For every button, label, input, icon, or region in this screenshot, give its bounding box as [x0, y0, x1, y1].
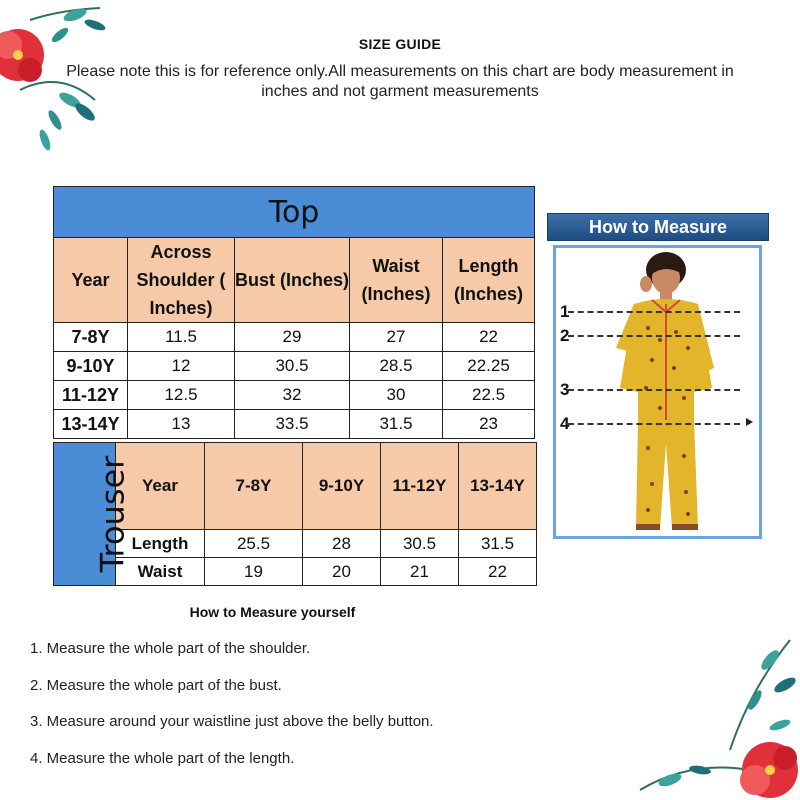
cell-waist: 28.5 — [350, 352, 443, 381]
cell-value: 25.5 — [205, 530, 303, 558]
header-waist: Waist (Inches) — [350, 238, 443, 323]
length-measure-line — [568, 423, 740, 425]
child-pajama-illustration — [556, 248, 759, 536]
trouser-header-year: Year — [116, 443, 205, 530]
marker-number: 1 — [560, 302, 570, 321]
trouser-header-size: 11-12Y — [381, 443, 459, 530]
instruction-step: 2. Measure the whole part of the bust. — [30, 677, 282, 694]
page-title: SIZE GUIDE — [358, 36, 442, 52]
how-to-measure-banner: How to Measure — [547, 213, 769, 241]
cell-length: 22 — [443, 323, 535, 352]
instruction-step: 4. Measure the whole part of the length. — [30, 750, 295, 767]
cell-length: 22.25 — [443, 352, 535, 381]
waist-measure-line — [568, 389, 740, 391]
cell-value: 21 — [381, 558, 459, 586]
cell-value: 31.5 — [459, 530, 537, 558]
table-row — [54, 381, 535, 410]
cell-shoulder: 12 — [128, 352, 235, 381]
cell-value: 19 — [205, 558, 303, 586]
cell-value: 30.5 — [381, 530, 459, 558]
cell-value: 22 — [459, 558, 537, 586]
row-label: Length — [116, 530, 205, 558]
cell-shoulder: 11.5 — [128, 323, 235, 352]
cell-waist: 31.5 — [350, 410, 443, 439]
cell-bust: 33.5 — [235, 410, 350, 439]
marker-number: 2 — [560, 326, 570, 345]
arrow-right-icon — [746, 418, 753, 426]
cell-shoulder: 13 — [128, 410, 235, 439]
header-across-shoulder: Across Shoulder ( Inches) — [128, 238, 235, 323]
cell-length: 23 — [443, 410, 535, 439]
header-length: Length (Inches) — [443, 238, 535, 323]
top-size-table — [53, 186, 535, 439]
bust-measure-line — [568, 335, 740, 337]
marker-number: 3 — [560, 380, 570, 399]
trouser-table-title: Trouser — [93, 455, 132, 573]
cell-bust: 32 — [235, 381, 350, 410]
table-row — [54, 323, 535, 352]
floral-decoration-bottom-right — [630, 630, 800, 800]
cell-bust: 29 — [235, 323, 350, 352]
cell-length: 22.5 — [443, 381, 535, 410]
row-year: 7-8Y — [54, 323, 128, 352]
cell-value: 28 — [303, 530, 381, 558]
marker-number: 4 — [560, 414, 570, 433]
cell-waist: 27 — [350, 323, 443, 352]
trouser-size-table — [53, 442, 537, 586]
top-table-title: Top — [54, 187, 535, 238]
cell-waist: 30 — [350, 381, 443, 410]
trouser-header-size: 7-8Y — [205, 443, 303, 530]
cell-bust: 30.5 — [235, 352, 350, 381]
table-row — [54, 410, 535, 439]
row-year: 11-12Y — [54, 381, 128, 410]
cell-shoulder: 12.5 — [128, 381, 235, 410]
instruction-step: 1. Measure the whole part of the shoulder. — [30, 640, 311, 657]
row-label: Waist — [116, 558, 205, 586]
shoulder-measure-line — [568, 311, 740, 313]
cell-value: 20 — [303, 558, 381, 586]
table-row — [54, 352, 535, 381]
page-subtitle: Please note this is for reference only.All measurements on this chart are body measurement in inches and not garment measurements — [66, 63, 734, 100]
instructions-title: How to Measure yourself — [189, 604, 356, 620]
trouser-header-size: 13-14Y — [459, 443, 537, 530]
row-year: 9-10Y — [54, 352, 128, 381]
instruction-step: 3. Measure around your waistline just above the belly button. — [30, 713, 434, 730]
measure-illustration-frame — [553, 245, 762, 539]
row-year: 13-14Y — [54, 410, 128, 439]
trouser-header-size: 9-10Y — [303, 443, 381, 530]
trouser-table-title-cell — [54, 443, 132, 586]
header-bust: Bust (Inches) — [235, 238, 350, 323]
header-year: Year — [54, 238, 128, 323]
